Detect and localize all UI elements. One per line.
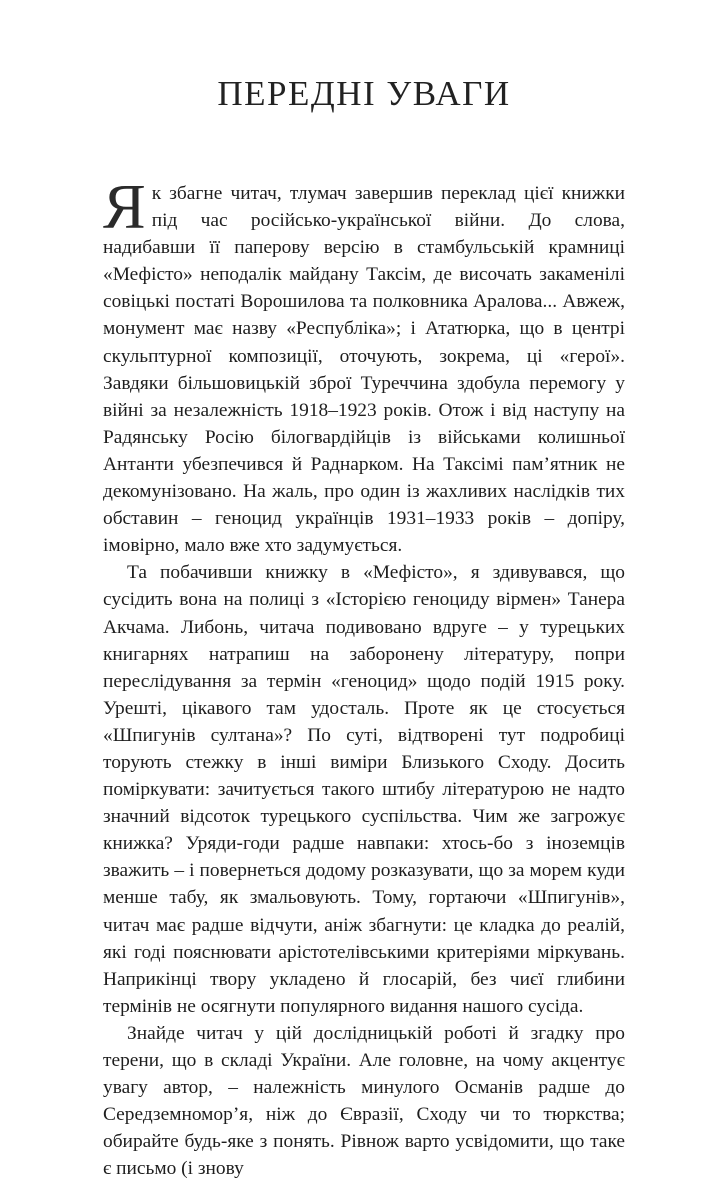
drop-cap: Я xyxy=(103,171,146,242)
paragraph-1-text: к збагне читач, тлумач завершив переклад цієї книжки під час російсько-української війни. До слова, надибавши її паперову версію в стамбульській крамниці «Мефісто» неподалік майдану Таксім, де височать закаменілі совіцькі постаті Ворошилова та полковника Аралова... Авжеж, монумент має назву «Республіка»; і Ататюрка, що в центрі скульптурної композиції, оточують, зокрема, ці «герої». Завдяки більшовицькій зброї Туреччина здобула перемогу у війні за незалежність 1918–1923 років. Отож і від наступу на Радянську Росію білогвардійців із військами колишньої Антанти убезпечився й Раднарком. На Таксімі пам’ятник не декомунізовано. На жаль, про один із жахливих наслідків тих обставин – геноцид українців 1931–1933 років – допіру, імовірно, мало вже хто задумується. xyxy=(103,183,625,557)
paragraph-3: Знайде читач у цій дослідницькій роботі й згадку про терени, що в складі України. Але головне, на чому акцентує увагу автор, – належність минулого Османів радше до Середземномор’я, ніж до Євразії, Сходу чи то тюркства; обирайте будь-яке з понять. Рівнож варто усвідомити, що таке є письмо (і знову xyxy=(103,1022,625,1180)
body-text xyxy=(103,171,625,1182)
paragraph-1 xyxy=(103,171,625,559)
paragraph-2: Та побачивши книжку в «Мефісто», я здивувався, що сусідить вона на полиці з «Історією геноциду вірмен» Танера Акчама. Либонь, читача подивовано вдруге – у турецьких книгарнях натрапиш на заборонену літературу, попри переслідування за термін «геноцид» щодо подій 1915 року. Урешті, цікавого там удосталь. Проте як це стосується «Шпигунів султана»? По суті, відтворені тут подробиці торують стежку в інші виміри Близького Сходу. Досить поміркувати: зачитується такого штибу літературою не надто значний відсоток турецького суспільства. Чим же загрожує книжка? Уряди-годи радше навпаки: хтось-бо з іноземців зважить – і повернеться додому розказувати, що за морем куди менше табу, як змальовують. Тому, гортаючи «Шпигунів», читач має радше відчути, аніж збагнути: це кладка до реалій, які годі пояснювати арістотелівськими критеріями міркувань. Наприкінці твору укладено й глосарій, без чиєї глибини термінів не осягнути популярного видання нашого сусіда. xyxy=(103,562,625,1017)
chapter-title: ПЕРЕДНІ УВАГИ xyxy=(217,74,511,113)
